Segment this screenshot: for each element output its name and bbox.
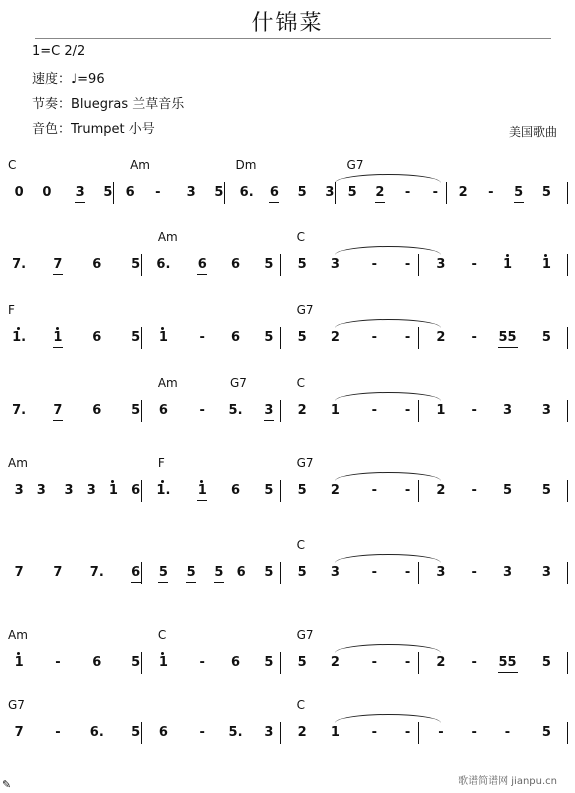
- chord-symbol: G7: [346, 158, 364, 172]
- note: 1.: [12, 330, 27, 345]
- timbre: 音色：Trumpet 小号: [32, 122, 155, 137]
- note: 7: [53, 257, 63, 272]
- barline: [141, 400, 142, 422]
- note: 2: [436, 330, 446, 345]
- note: 5: [131, 330, 141, 345]
- sustain-dash: -: [199, 725, 205, 740]
- chord-symbol: G7: [296, 628, 314, 642]
- eighth-underline: [375, 202, 385, 203]
- note: 3: [86, 483, 96, 498]
- note: 6: [131, 483, 141, 498]
- sustain-dash: -: [371, 257, 377, 272]
- barline: [567, 254, 568, 276]
- sustain-dash: -: [404, 655, 411, 670]
- eighth-underline: [197, 500, 207, 501]
- tie-arc: [335, 644, 440, 653]
- note: 1: [53, 330, 63, 345]
- note: 5: [297, 257, 307, 272]
- barline: [418, 400, 419, 422]
- sustain-dash: -: [371, 565, 377, 580]
- tempo-value: =96: [77, 72, 105, 87]
- sustain-dash: -: [55, 725, 61, 740]
- note: 5: [502, 483, 513, 498]
- note: 2: [330, 655, 340, 670]
- note: 6: [158, 725, 168, 740]
- note: 5: [158, 565, 168, 580]
- barline: [141, 327, 142, 349]
- chord-symbol: C: [296, 698, 305, 712]
- barline: [567, 327, 568, 349]
- tie-arc: [335, 472, 440, 481]
- note: 3: [541, 565, 551, 580]
- note: 2: [375, 185, 385, 200]
- barline: [335, 182, 336, 204]
- note: 5.: [228, 725, 243, 740]
- barline: [567, 562, 568, 584]
- chord-symbol: G7: [296, 303, 314, 317]
- note: 6: [231, 330, 241, 345]
- chord-symbol: C: [157, 628, 167, 642]
- tie-arc: [335, 319, 440, 328]
- barline: [567, 182, 568, 204]
- note: 5: [264, 655, 274, 670]
- note: 3: [14, 483, 24, 498]
- note: 0: [42, 185, 52, 200]
- note: 5: [214, 565, 224, 580]
- rhythm-style: 节奏：Bluegras 兰草音乐: [32, 97, 185, 112]
- note: 5: [297, 330, 307, 345]
- note: 5: [541, 655, 551, 670]
- note: 1: [14, 655, 24, 670]
- sustain-dash: -: [404, 565, 411, 580]
- chord-symbol: C: [296, 538, 305, 552]
- chord-symbol: G7: [230, 376, 247, 390]
- sustain-dash: -: [199, 403, 205, 418]
- note: 6: [269, 185, 279, 200]
- note: 3: [264, 725, 274, 740]
- sustain-dash: -: [471, 565, 477, 580]
- note: 3: [64, 483, 74, 498]
- chord-symbol: C: [296, 376, 305, 390]
- tie-arc: [335, 554, 440, 563]
- eighth-underline: [498, 672, 518, 673]
- barline: [418, 254, 419, 276]
- eighth-underline: [131, 582, 141, 583]
- note: 5: [264, 565, 274, 580]
- barline: [280, 480, 281, 502]
- note: 3: [330, 257, 340, 272]
- note: 55: [498, 655, 517, 670]
- barline: [141, 254, 142, 276]
- barline: [141, 480, 142, 502]
- note: 6: [92, 655, 102, 670]
- note: 7: [53, 403, 63, 418]
- note: 1: [108, 483, 118, 498]
- eighth-underline: [197, 274, 207, 275]
- eighth-underline: [269, 202, 279, 203]
- note: 5: [541, 185, 551, 200]
- sustain-dash: -: [438, 725, 444, 740]
- note: 3: [436, 565, 446, 580]
- note: 2: [297, 403, 307, 418]
- sustain-dash: -: [404, 483, 411, 498]
- sustain-dash: -: [471, 725, 477, 740]
- note: 5: [264, 483, 274, 498]
- note: 7.: [12, 257, 27, 272]
- note: 3: [502, 565, 513, 580]
- tie-arc: [335, 246, 440, 255]
- note: 3: [436, 257, 446, 272]
- watermark: 歌谱简谱网 jianpu.cn: [458, 776, 557, 787]
- note: 5: [264, 257, 274, 272]
- sustain-dash: -: [504, 725, 511, 740]
- note: 6: [92, 403, 102, 418]
- chord-symbol: Am: [8, 456, 28, 470]
- pen-mark-icon: ✎: [2, 778, 12, 791]
- quarter-note-icon: ♩: [71, 72, 78, 87]
- chord-symbol: Am: [157, 230, 178, 244]
- note: 5: [541, 725, 551, 740]
- chord-symbol: C: [296, 230, 305, 244]
- note: 6: [236, 565, 246, 580]
- note: 5: [297, 483, 307, 498]
- note: 6.: [89, 725, 104, 740]
- eighth-underline: [53, 420, 63, 421]
- note: 3: [264, 403, 274, 418]
- sustain-dash: -: [471, 655, 477, 670]
- sustain-dash: -: [471, 483, 477, 498]
- note: 6.: [156, 257, 171, 272]
- note: 5: [297, 565, 307, 580]
- note: 3: [36, 483, 46, 498]
- barline: [418, 480, 419, 502]
- note: 2: [436, 483, 446, 498]
- note: 1.: [156, 483, 171, 498]
- note: 2: [458, 185, 468, 200]
- note: 6: [231, 257, 241, 272]
- note: 3: [330, 565, 340, 580]
- note: 2: [330, 330, 340, 345]
- note: 5: [264, 330, 274, 345]
- chord-symbol: Am: [130, 158, 150, 172]
- barline: [418, 327, 419, 349]
- note: 7: [14, 725, 24, 740]
- barline: [280, 652, 281, 674]
- note: 6: [92, 330, 102, 345]
- note: 7.: [89, 565, 104, 580]
- barline: [567, 480, 568, 502]
- sustain-dash: -: [404, 185, 411, 200]
- note: 1: [330, 403, 340, 418]
- sustain-dash: -: [404, 257, 411, 272]
- sustain-dash: -: [471, 330, 477, 345]
- note: 2: [330, 483, 340, 498]
- note: 5: [131, 655, 141, 670]
- barline: [224, 182, 225, 204]
- note: 2: [297, 725, 307, 740]
- eighth-underline: [53, 347, 63, 348]
- tie-arc: [335, 392, 440, 401]
- sustain-dash: -: [471, 257, 477, 272]
- barline: [418, 722, 419, 744]
- note: 3: [541, 403, 551, 418]
- title-rule: [35, 38, 551, 39]
- note: 1: [158, 330, 168, 345]
- note: 6: [92, 257, 102, 272]
- barline: [280, 254, 281, 276]
- sustain-dash: -: [371, 403, 377, 418]
- eighth-underline: [264, 420, 274, 421]
- note: 7: [53, 565, 63, 580]
- sustain-dash: -: [404, 403, 411, 418]
- tie-arc: [335, 174, 440, 183]
- sustain-dash: -: [432, 185, 439, 200]
- sustain-dash: -: [371, 655, 377, 670]
- note: 5: [541, 330, 551, 345]
- sustain-dash: -: [55, 655, 61, 670]
- barline: [280, 400, 281, 422]
- barline: [280, 562, 281, 584]
- high-octave-dot: [56, 327, 59, 330]
- eighth-underline: [53, 274, 63, 275]
- song-title: 什锦菜: [251, 11, 324, 36]
- note: 5: [131, 725, 141, 740]
- barline: [141, 722, 142, 744]
- eighth-underline: [214, 582, 224, 583]
- barline: [280, 722, 281, 744]
- chord-symbol: Am: [157, 376, 178, 390]
- composer-credit: 美国歌曲: [508, 125, 557, 139]
- note: 3: [502, 403, 513, 418]
- note: 7.: [12, 403, 27, 418]
- note: 1: [436, 403, 446, 418]
- note: 5: [541, 483, 551, 498]
- note: 0: [14, 185, 24, 200]
- sustain-dash: -: [488, 185, 494, 200]
- sustain-dash: -: [155, 185, 161, 200]
- note: 6.: [239, 185, 254, 200]
- note: 1: [330, 725, 340, 740]
- note: 3: [186, 185, 196, 200]
- sustain-dash: -: [404, 330, 411, 345]
- tempo-label: 速度：: [32, 72, 72, 87]
- note: 5: [347, 185, 357, 200]
- note: 5: [131, 403, 141, 418]
- eighth-underline: [186, 582, 196, 583]
- note: 1: [541, 257, 551, 272]
- eighth-underline: [75, 202, 85, 203]
- sustain-dash: -: [404, 725, 411, 740]
- barline: [446, 182, 447, 204]
- chord-symbol: Dm: [235, 158, 257, 172]
- chord-symbol: G7: [8, 698, 25, 712]
- sustain-dash: -: [371, 330, 377, 345]
- note: 7: [14, 565, 24, 580]
- note: 5: [514, 185, 524, 200]
- note: 1: [502, 257, 513, 272]
- note: 5: [131, 257, 141, 272]
- eighth-underline: [498, 347, 518, 348]
- note: 6: [125, 185, 135, 200]
- high-octave-dot: [506, 254, 509, 257]
- sustain-dash: -: [199, 655, 205, 670]
- sustain-dash: -: [371, 483, 377, 498]
- note: 6: [197, 257, 207, 272]
- note: 5.: [228, 403, 243, 418]
- sustain-dash: -: [199, 330, 205, 345]
- barline: [280, 327, 281, 349]
- note: 55: [498, 330, 517, 345]
- note: 3: [75, 185, 85, 200]
- chord-symbol: C: [8, 158, 17, 172]
- tempo: [32, 68, 105, 87]
- note: 5: [214, 185, 224, 200]
- note: 2: [436, 655, 446, 670]
- note: 6: [158, 403, 168, 418]
- note: 6: [131, 565, 141, 580]
- barline: [567, 652, 568, 674]
- tie-arc: [335, 714, 440, 723]
- note: 1: [197, 483, 207, 498]
- barline: [113, 182, 114, 204]
- barline: [567, 722, 568, 744]
- sustain-dash: -: [471, 403, 477, 418]
- note: 5: [297, 185, 307, 200]
- sustain-dash: -: [371, 725, 377, 740]
- barline: [567, 400, 568, 422]
- chord-symbol: G7: [296, 456, 314, 470]
- barline: [141, 562, 142, 584]
- chord-symbol: F: [157, 456, 165, 470]
- note: 5: [186, 565, 196, 580]
- note: 3: [325, 185, 335, 200]
- note: 6: [231, 483, 241, 498]
- chord-symbol: F: [8, 303, 15, 317]
- note: 1: [158, 655, 168, 670]
- key-signature: 1=C 2/2: [32, 44, 86, 59]
- note: 6: [231, 655, 241, 670]
- barline: [418, 562, 419, 584]
- barline: [418, 652, 419, 674]
- chord-symbol: Am: [8, 628, 28, 642]
- eighth-underline: [514, 202, 524, 203]
- note: 5: [297, 655, 307, 670]
- note: 5: [103, 185, 113, 200]
- barline: [141, 652, 142, 674]
- eighth-underline: [158, 582, 168, 583]
